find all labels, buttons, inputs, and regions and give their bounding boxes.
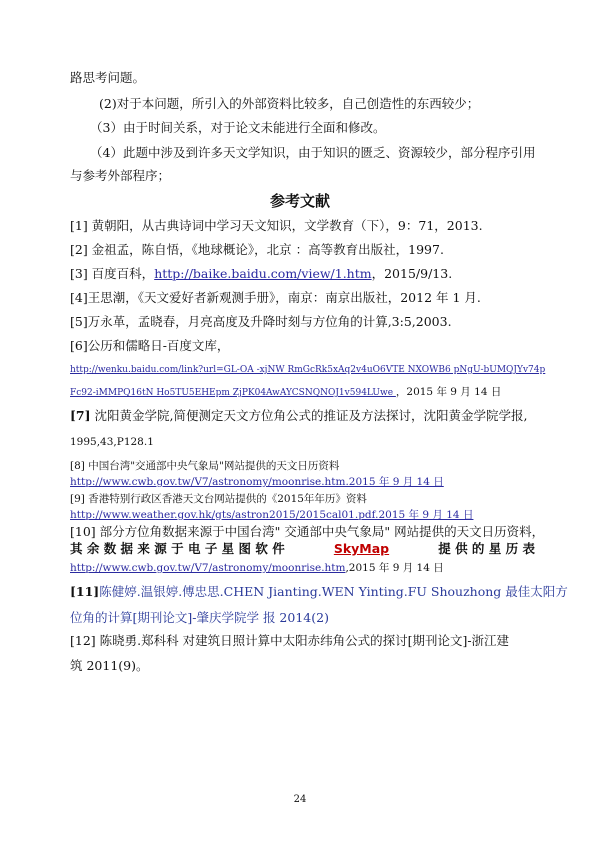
reference-11-number: [11] bbox=[70, 584, 100, 599]
reference-11-text: 陈健婷.温银婷.傅忠思.CHEN Jianting.WEN Yinting.FU Shouzhong 最佳太阳方 bbox=[99, 584, 568, 599]
reference-7-number: [7] bbox=[70, 408, 91, 423]
reference-11-cont: 位角的计算[期刊论文]-肇庆学院学 报 2014(2) bbox=[70, 610, 329, 625]
reference-3-link[interactable]: http://baike.baidu.com/view/1.htm bbox=[154, 266, 372, 281]
reference-12: [12] 陈晓勇.郑科科 对建筑日照计算中太阳赤纬角公式的探讨[期刊论文]-浙江建 bbox=[70, 633, 510, 648]
intro-line-5: 与参考外部程序； bbox=[70, 168, 171, 183]
reference-10-ephemeris: 提 供 的 星 历 表 bbox=[438, 541, 535, 556]
reference-9-link[interactable]: http://www.weather.gov.hk/gts/astron2015/2015cal01.pdf.2015 年 9 月 14 日 bbox=[70, 509, 474, 521]
reference-6-link-1[interactable]: http://wenku.baidu.com/link?url=GL-OA -xjNW RmGcRk5xAq2v4uO6VTE NXOWB6 pNgU-bUMQJYv74p bbox=[70, 365, 546, 375]
reference-3 bbox=[70, 266, 452, 282]
reference-10-link[interactable]: http://www.cwb.gov.tw/V7/astronomy/moonrise.htm bbox=[70, 562, 346, 574]
reference-9: [9] 香港特别行政区香港天文台网站提供的《2015年年历》资料 bbox=[70, 493, 367, 505]
reference-8-link[interactable]: http://www.cwb.gov.tw/V7/astronomy/moonrise.htm.2015 年 9 月 14 日 bbox=[70, 476, 444, 488]
reference-8: [8] 中国台湾"交通部中央气象局"网站提供的天文日历资料 bbox=[70, 460, 340, 472]
reference-6-date: ，2015 年 9 月 14 日 bbox=[395, 386, 502, 398]
skymap-link[interactable]: SkyMap bbox=[333, 541, 390, 556]
reference-6-link-2-row bbox=[70, 383, 501, 401]
reference-10-line-2 bbox=[70, 541, 535, 557]
reference-10-source: 其 余 数 据 来 源 于 电 子 星 图 软 件 bbox=[70, 541, 285, 556]
reference-11 bbox=[70, 584, 568, 600]
reference-12-cont: 筑 2011(9)。 bbox=[70, 658, 149, 673]
intro-line-1: 路思考问题。 bbox=[70, 70, 146, 85]
reference-10: [10] 部分方位角数据来源于中国台湾" 交通部中央气象局" 网站提供的天文日历资料， bbox=[70, 524, 545, 539]
reference-3-date: ，2015/9/13. bbox=[371, 266, 453, 281]
reference-4: [4]王思潮，《天文爱好者新观测手册》，南京：南京出版社，2012 年 1 月. bbox=[70, 290, 481, 305]
reference-3-text: [3] 百度百科， bbox=[70, 266, 155, 281]
page-number: 24 bbox=[293, 794, 307, 805]
reference-5: [5]万永革，孟晓春，月亮高度及升降时刻与方位角的计算,3:5,2003. bbox=[70, 314, 452, 329]
reference-2: [2] 金祖孟，陈自悟，《地球概论》，北京 ：高等教育出版社，1997. bbox=[70, 242, 444, 257]
intro-line-2: (2)对于本问题，所引入的外部资料比较多，自己创造性的东西较少； bbox=[99, 96, 480, 111]
intro-line-4: （4）此题中涉及到许多天文学知识，由于知识的匮乏、资源较少，部分程序引用 bbox=[90, 145, 536, 160]
reference-7 bbox=[70, 408, 527, 424]
reference-6-link-2[interactable]: Fc92-iMMPQ16tN Ho5TU5EHEpm ZjPK04AwAYCSNQNOJ1v594LUwe bbox=[70, 388, 396, 398]
references-title: 参考文献 bbox=[269, 192, 330, 210]
reference-10-link-row bbox=[70, 560, 444, 576]
reference-1: [1] 黄朝阳，从古典诗词中学习天文知识，文学教育（下），9：71，2013. bbox=[70, 218, 483, 233]
intro-line-3: （3）由于时间关系，对于论文未能进行全面和修改。 bbox=[90, 120, 386, 135]
reference-6: [6]公历和儒略日-百度文库， bbox=[70, 338, 230, 353]
reference-7-text: 沈阳黄金学院,简便测定天文方位角公式的推证及方法探讨，沈阳黄金学院学报, bbox=[90, 408, 528, 423]
reference-7-cont: 1995,43,P128.1 bbox=[70, 436, 154, 448]
reference-10-date: ,2015 年 9 月 14 日 bbox=[345, 562, 444, 574]
